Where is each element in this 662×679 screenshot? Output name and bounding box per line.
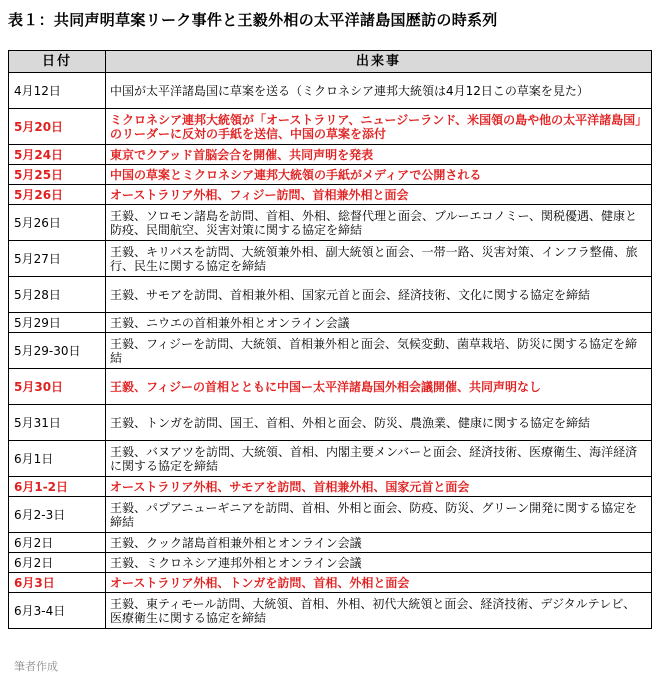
date-cell: 5月25日	[9, 165, 106, 185]
date-cell: 5月29日	[9, 313, 106, 333]
timeline-body	[9, 73, 652, 629]
date-cell: 6月2日	[9, 533, 106, 553]
date-cell: 5月24日	[9, 145, 106, 165]
event-cell: 王毅、ミクロネシア連邦外相とオンライン会議	[106, 553, 652, 573]
date-cell: 5月26日	[9, 205, 106, 241]
table-row	[9, 241, 652, 277]
event-cell: 王毅、フィジーを訪問、大統領、首相兼外相と面会、気候変動、菌草栽培、防災に関する協定を締結	[106, 333, 652, 369]
date-cell: 5月28日	[9, 277, 106, 313]
table-row	[9, 593, 652, 629]
date-cell: 6月3日	[9, 573, 106, 593]
table-row	[9, 277, 652, 313]
date-cell: 5月30日	[9, 369, 106, 405]
table-row	[9, 369, 652, 405]
date-cell: 5月31日	[9, 405, 106, 441]
timeline-table	[8, 50, 652, 629]
table-row	[9, 405, 652, 441]
date-cell: 5月29-30日	[9, 333, 106, 369]
column-header-date: 日付	[9, 51, 106, 73]
date-cell: 6月2-3日	[9, 497, 106, 533]
table-row	[9, 333, 652, 369]
event-cell: 王毅、ソロモン諸島を訪問、首相、外相、総督代理と面会、ブルーエコノミー、関税優遇、健康と防疫、民間航空、災害対策に関する協定を締結	[106, 205, 652, 241]
event-cell: オーストラリア外相、サモアを訪問、首相兼外相、国家元首と面会	[106, 477, 652, 497]
event-cell: 王毅、パプアニューギニアを訪問、首相、外相と面会、防疫、防災、グリーン開発に関する協定を締結	[106, 497, 652, 533]
event-cell: オーストラリア外相、トンガを訪問、首相、外相と面会	[106, 573, 652, 593]
date-cell: 5月26日	[9, 185, 106, 205]
date-cell: 5月27日	[9, 241, 106, 277]
table-row	[9, 73, 652, 109]
footnote: 筆者作成	[14, 660, 58, 673]
event-cell: 王毅、東ティモール訪問、大統領、首相、外相、初代大統領と面会、経済技術、デジタルテレビ、医療衛生に関する協定を締結	[106, 593, 652, 629]
table-row	[9, 165, 652, 185]
table-row	[9, 185, 652, 205]
date-cell: 4月12日	[9, 73, 106, 109]
event-cell: 王毅、バヌアツを訪問、大統領、首相、内閣主要メンバーと面会、経済技術、医療衛生、海洋経済に関する協定を締結	[106, 441, 652, 477]
column-header-event: 出来事	[106, 51, 652, 73]
table-row	[9, 477, 652, 497]
table-row	[9, 313, 652, 333]
event-cell: 王毅、フィジーの首相とともに中国ー太平洋諸島国外相会議開催、共同声明なし	[106, 369, 652, 405]
table-row	[9, 553, 652, 573]
table-row	[9, 109, 652, 145]
event-cell: 中国が太平洋諸島国に草案を送る（ミクロネシア連邦大統領は4月12日この草案を見た）	[106, 73, 652, 109]
table-row	[9, 573, 652, 593]
date-cell: 6月1-2日	[9, 477, 106, 497]
event-cell: 王毅、クック諸島首相兼外相とオンライン会議	[106, 533, 652, 553]
event-cell: ミクロネシア連邦大統領が「オーストラリア、ニュージーランド、米国領の島や他の太平洋諸島国」のリーダーに反対の手紙を送信、中国の草案を添付	[106, 109, 652, 145]
event-cell: 東京でクアッド首脳会合を開催、共同声明を発表	[106, 145, 652, 165]
table-row	[9, 497, 652, 533]
table-row	[9, 533, 652, 553]
table-header-row	[9, 51, 652, 73]
date-cell: 6月1日	[9, 441, 106, 477]
event-cell: 王毅、サモアを訪問、首相兼外相、国家元首と面会、経済技術、文化に関する協定を締結	[106, 277, 652, 313]
event-cell: 中国の草案とミクロネシア連邦大統領の手紙がメディアで公開される	[106, 165, 652, 185]
event-cell: 王毅、キリバスを訪問、大統領兼外相、副大統領と面会、一帯一路、災害対策、インフラ整備、旅行、民生に関する協定を締結	[106, 241, 652, 277]
date-cell: 6月2日	[9, 553, 106, 573]
date-cell: 6月3-4日	[9, 593, 106, 629]
date-cell: 5月20日	[9, 109, 106, 145]
event-cell: 王毅、ニウエの首相兼外相とオンライン会議	[106, 313, 652, 333]
page-title: 表１：共同声明草案リーク事件と王毅外相の太平洋諸島国歴訪の時系列	[8, 11, 498, 29]
table-row	[9, 205, 652, 241]
table-row	[9, 145, 652, 165]
event-cell: オーストラリア外相、フィジー訪問、首相兼外相と面会	[106, 185, 652, 205]
event-cell: 王毅、トンガを訪問、国王、首相、外相と面会、防災、農漁業、健康に関する協定を締結	[106, 405, 652, 441]
table-row	[9, 441, 652, 477]
